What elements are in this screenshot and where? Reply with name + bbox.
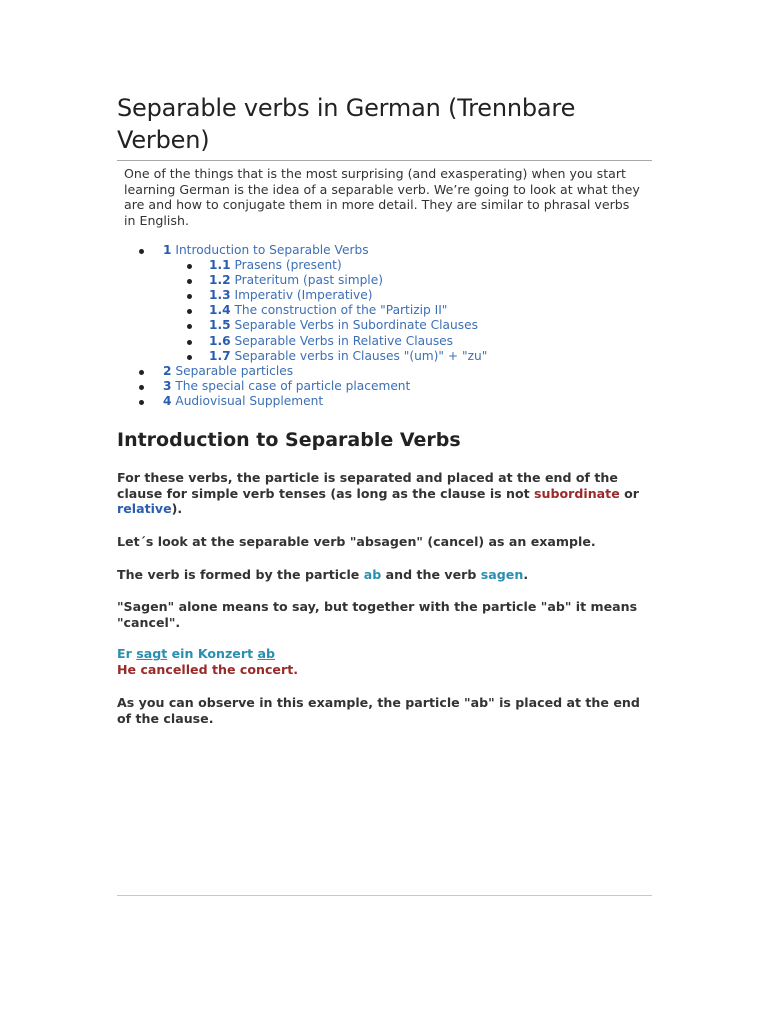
toc-item[interactable] xyxy=(117,394,652,409)
footer-divider xyxy=(117,895,652,896)
toc-item-link[interactable]: Separable particles xyxy=(175,363,294,378)
paragraph-meaning: "Sagen" alone means to say, but together with the particle "ab" it means "cancel". xyxy=(117,599,638,630)
toc-item-link[interactable]: Imperativ (Imperative) xyxy=(234,288,373,303)
table-of-contents xyxy=(117,243,652,409)
paragraph-formation: The verb is formed by the particle ab and the verb sagen. xyxy=(117,567,529,582)
toc-item-number: 1.3 xyxy=(209,288,231,303)
toc-item-link[interactable]: Prasens (present) xyxy=(234,258,342,273)
example-word-ab: ab xyxy=(257,646,275,661)
paragraph-definition: For these verbs, the particle is separated and placed at the end of the clause for simple verb tenses (as long as the clause is not subordinate or relative). xyxy=(117,470,639,516)
toc-item-number: 1.5 xyxy=(209,318,231,333)
link-relative[interactable]: relative xyxy=(117,501,172,516)
intro-box xyxy=(124,166,644,228)
toc-item-number: 1.2 xyxy=(209,273,231,288)
toc-item[interactable] xyxy=(117,243,652,258)
toc-item-number: 1.1 xyxy=(209,258,231,273)
toc-item-link[interactable]: Audiovisual Supplement xyxy=(175,393,324,408)
toc-item[interactable] xyxy=(117,318,652,333)
toc-item-link[interactable]: Prateritum (past simple) xyxy=(234,273,383,288)
toc-item-number: 1.6 xyxy=(209,333,231,348)
toc-item[interactable] xyxy=(117,288,652,303)
example-word-sagt: sagt xyxy=(136,646,168,661)
toc-item-number: 2 xyxy=(163,363,172,378)
toc-item-link[interactable]: The construction of the "Partizip II" xyxy=(234,303,448,318)
toc-item[interactable] xyxy=(117,258,652,273)
title-divider xyxy=(117,160,652,161)
toc-item-link[interactable]: Separable Verbs in Subordinate Clauses xyxy=(234,318,478,333)
toc-item-number: 1.4 xyxy=(209,303,231,318)
toc-item[interactable] xyxy=(117,273,652,288)
toc-item[interactable] xyxy=(117,379,652,394)
paragraph-example-intro: Let´s look at the separable verb "absagen" (cancel) as an example. xyxy=(117,534,596,549)
toc-item-number: 1.7 xyxy=(209,348,231,363)
paragraph-observation: As you can observe in this example, the particle "ab" is placed at the end of the clause. xyxy=(117,695,640,726)
toc-item-link[interactable]: Introduction to Separable Verbs xyxy=(175,243,369,257)
section-heading: Introduction to Separable Verbs xyxy=(117,429,461,451)
toc-item-link[interactable]: Separable Verbs in Relative Clauses xyxy=(234,333,454,348)
toc-item[interactable] xyxy=(117,349,652,364)
link-subordinate[interactable]: subordinate xyxy=(534,485,620,501)
toc-item[interactable] xyxy=(117,303,652,318)
example-translation: He cancelled the concert. xyxy=(117,662,298,677)
toc-item-link[interactable]: Separable verbs in Clauses "(um)" + "zu" xyxy=(234,348,488,363)
toc-item[interactable] xyxy=(117,364,652,379)
toc-item-number: 4 xyxy=(163,393,172,408)
toc-item-number: 3 xyxy=(163,378,172,393)
toc-item[interactable] xyxy=(117,334,652,349)
word-ab: ab xyxy=(363,567,382,582)
page-title: Separable verbs in German (Trennbare Verben) xyxy=(117,94,576,154)
intro-paragraph: One of the things that is the most surprising (and exasperating) when you start learning German is the idea of a separable verb. We’re going to look at what they are and how to conjugate them in more detail. They are similar to phrasal verbs in English. xyxy=(124,166,640,228)
example-sentence: Er sagt ein Konzert ab xyxy=(117,646,275,661)
word-sagen: sagen xyxy=(480,567,524,582)
toc-item-link[interactable]: The special case of particle placement xyxy=(175,378,411,393)
toc-item-number: 1 xyxy=(163,243,172,257)
